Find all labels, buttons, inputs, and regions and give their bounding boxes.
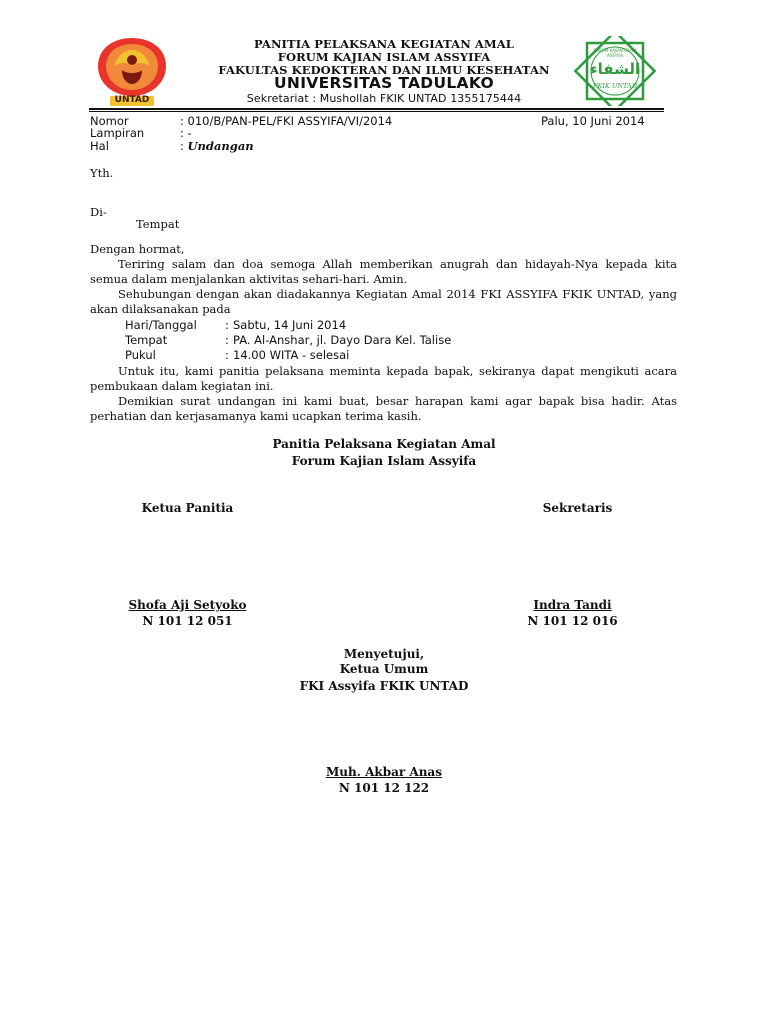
paragraph-4: Demikian surat undangan ini kami buat, besar harapan kami agar bapak bisa hadir. Atas perhatian dan kerjasamanya kami ucapkan terima kasih. <box>90 394 677 423</box>
org-line-2: Forum Kajian Islam Assyifa <box>291 454 477 468</box>
header-rule-thick <box>89 108 664 110</box>
header-line-3: FAKULTAS KEDOKTERAN DAN ILMU KESEHATAN <box>218 63 550 77</box>
address-yth: Yth. <box>90 166 114 180</box>
detail-value: Sabtu, 14 Juni 2014 <box>233 318 347 332</box>
chief-id: N 101 12 122 <box>338 781 430 795</box>
right-signatory-name: Indra Tandi <box>533 598 612 612</box>
chief-name: Muh. Akbar Anas <box>326 765 442 779</box>
approval-line-3: FKI Assyifa FKIK UNTAD <box>299 679 469 693</box>
assyifa-caption: FKIK UNTAD <box>593 82 637 90</box>
detail-row: Tempat : PA. Al-Anshar, jl. Dayo Dara Kel. Talise <box>125 333 452 347</box>
hal-value: Undangan <box>187 139 254 153</box>
header-university: UNIVERSITAS TADULAKO <box>274 74 494 92</box>
assyifa-logo <box>572 36 658 106</box>
hal-label: Hal <box>90 139 109 153</box>
header-line-1: PANITIA PELAKSANA KEGIATAN AMAL <box>254 37 514 51</box>
approval-line-2: Ketua Umum <box>339 662 429 676</box>
detail-value: 14.00 WITA - selesai <box>233 348 350 362</box>
nomor-value: : 010/B/PAN-PEL/FKI ASSYIFA/VI/2014 <box>180 114 393 128</box>
org-line-1: Panitia Pelaksana Kegiatan Amal <box>272 437 496 451</box>
assyifa-arabic-text: الشفاء <box>590 60 641 78</box>
left-signatory-title: Ketua Panitia <box>141 501 234 515</box>
assyifa-ring-text: FORUM KAJIAN ISLAM ASSYIFA <box>593 48 637 58</box>
lampiran-value: : - <box>180 126 192 140</box>
nomor-label: Nomor <box>90 114 129 128</box>
paragraph-2: Sehubungan dengan akan diadakannya Kegiatan Amal 2014 FKI ASSYIFA FKIK UNTAD, yang akan dilaksanakan pada <box>90 287 677 316</box>
detail-label: Pukul <box>125 348 156 362</box>
untad-logo-caption: UNTAD <box>114 95 150 105</box>
detail-row: Hari/Tanggal : Sabtu, 14 Juni 2014 <box>125 318 347 332</box>
detail-label: Hari/Tanggal <box>125 318 197 332</box>
address-tempat: Tempat <box>136 217 180 231</box>
left-signatory-id: N 101 12 051 <box>142 614 233 628</box>
right-signatory-title: Sekretaris <box>542 501 613 515</box>
detail-label: Tempat <box>125 333 168 347</box>
right-signatory-id: N 101 12 016 <box>527 614 618 628</box>
hal-colon: : <box>180 139 184 153</box>
left-signatory-name: Shofa Aji Setyoko <box>128 598 247 612</box>
meta-hal <box>90 140 254 153</box>
detail-row: Pukul : 14.00 WITA - selesai <box>125 348 350 362</box>
letter-date: Palu, 10 Juni 2014 <box>541 114 645 128</box>
header-rule-thin <box>89 111 664 112</box>
untad-logo <box>92 36 172 108</box>
address-di: Di- <box>90 205 107 219</box>
lampiran-label: Lampiran <box>90 126 145 140</box>
paragraph-1: Teriring salam dan doa semoga Allah memberikan anugrah dan hidayah-Nya kepada kita semua dalam menjalankan aktivitas sehari-hari. Amin. <box>90 257 677 286</box>
header-secretariat: Sekretariat : Mushollah FKIK UNTAD 1355175444 <box>246 92 522 105</box>
salutation: Dengan hormat, <box>90 242 185 256</box>
header-line-2: FORUM KAJIAN ISLAM ASSYIFA <box>277 50 491 64</box>
paragraph-3: Untuk itu, kami panitia pelaksana meminta kepada bapak, sekiranya dapat mengikuti acara pembukaan dalam kegiatan ini. <box>90 364 677 393</box>
approval-line-1: Menyetujui, <box>343 647 425 661</box>
detail-value: PA. Al-Anshar, jl. Dayo Dara Kel. Talise <box>233 333 452 347</box>
